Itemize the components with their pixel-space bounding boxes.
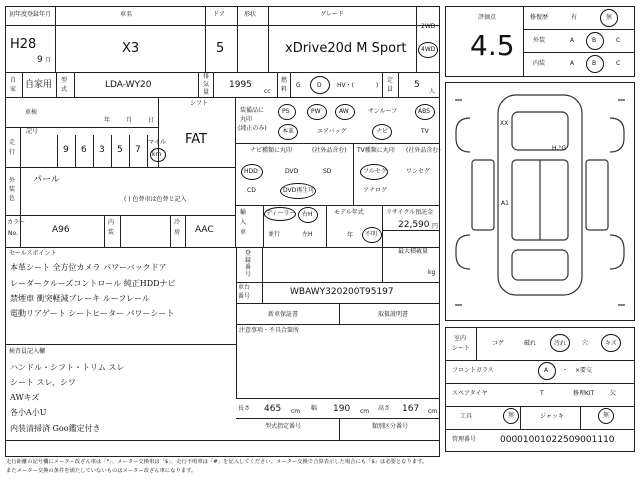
width-label: 幅	[311, 405, 318, 412]
interior-c: C	[616, 60, 621, 67]
import-parallel: 並行	[268, 231, 281, 238]
disp-label-2: 気	[203, 81, 210, 88]
sales-points-label: セールスポイント	[9, 250, 57, 257]
front-glass-x: ×要交	[575, 367, 593, 374]
interior-a: A	[570, 60, 575, 67]
unit-mile: マイル	[148, 139, 166, 146]
inspector-line-1: ハンドル・シフト・トリム スレ	[10, 363, 125, 372]
usage-value: 自家用	[25, 80, 53, 90]
interior-label: 内装	[533, 60, 546, 67]
inspector-label: 検査員記入欄	[9, 348, 46, 355]
grade-value: xDrive20d M Sport	[285, 41, 407, 56]
model-year-unknown: 不明	[365, 231, 378, 238]
jack-none: 無	[603, 412, 610, 419]
length-value: 465	[264, 404, 282, 414]
exterior-label: 外装	[533, 37, 546, 44]
interior-b: B	[592, 60, 597, 67]
sales-point-4: 電動リアゲート シートヒーター パワーシート	[10, 309, 175, 318]
reg-label-4: 号	[245, 271, 252, 278]
inspection-label: 車検	[25, 109, 38, 116]
seat-yabure: 破れ	[524, 340, 537, 347]
inspector-line-2: シート スレ、シワ	[10, 378, 76, 387]
model-year-unit: 年	[347, 232, 354, 239]
equip-label-2: 丸印	[240, 116, 253, 123]
import-label-2: 入	[240, 219, 247, 226]
equip-abs: ABS	[418, 108, 430, 115]
management-value: 00001001022509001110	[500, 435, 615, 445]
height-value: 167	[402, 404, 420, 414]
navi-dvd: DVD	[285, 168, 299, 175]
eval-score: 4.5	[470, 29, 515, 62]
fuel-d: D	[317, 82, 322, 89]
type-label-1: 型	[61, 77, 68, 84]
notes-label: 注意事項・不具合箇所	[239, 327, 300, 334]
era-year: H28	[10, 37, 37, 52]
capacity-label-1: 定	[387, 77, 394, 84]
door-count: 5	[216, 41, 225, 56]
repair-yes: 有	[571, 14, 578, 21]
grade-label: グレード	[320, 11, 345, 18]
front-glass-a: A	[544, 367, 549, 374]
mileage-digit-1: 9	[63, 145, 69, 155]
equip-pw: PW	[311, 108, 321, 115]
color-label-3: 色	[9, 195, 16, 202]
usage-label-1: 自	[10, 77, 17, 84]
inspection-year: 年	[104, 117, 111, 124]
equip-sunroof: サンルーフ	[368, 108, 398, 115]
reg-label-3: 番	[245, 264, 252, 271]
mileage-digit-3: 3	[99, 145, 105, 155]
disp-label-1: 排	[203, 73, 210, 80]
seat-koge: コゲ	[492, 340, 505, 347]
model-name: X3	[122, 41, 140, 56]
reg-month-unit: 月	[45, 57, 52, 64]
manual: 取扱説明書	[378, 311, 409, 318]
first-reg-label: 初年度登録年月	[9, 11, 52, 18]
equip-tv: TV	[421, 128, 429, 135]
tv-type-sub: (社外品含む)	[406, 147, 441, 154]
color-value: パール	[33, 175, 60, 185]
equip-airbag: エアバッグ	[317, 128, 347, 135]
new-car-warranty: 新車保証書	[268, 311, 299, 318]
management-label: 管理番号	[452, 436, 477, 443]
model-year-label: モデル年式	[334, 209, 364, 216]
interior-color-label-1: 内	[108, 219, 115, 226]
capacity-value: 5	[414, 80, 420, 90]
interior-color-label-2: 装	[108, 229, 115, 236]
reg-label-1: 登	[245, 250, 252, 257]
recycle-value: 22,590	[398, 220, 430, 230]
front-glass-dot: ・	[562, 367, 569, 374]
mileage-label-2: 行	[9, 149, 16, 156]
diagram-a1: A1	[501, 200, 509, 207]
tv-oneseg: ワンセグ	[406, 168, 431, 175]
recycle-label: リサイクル預託金	[386, 209, 434, 216]
reg-month: 9	[37, 55, 43, 65]
score-label: 評価点	[478, 14, 497, 21]
type-number-label: 型式指定番号	[265, 423, 302, 430]
type-label-2: 式	[61, 86, 68, 93]
inspector-line-3: AWキズ	[10, 393, 40, 402]
spare-tire-t: T	[540, 390, 544, 397]
shift-value: FAT	[185, 132, 208, 147]
mileage-digit-label: 記号	[26, 128, 39, 135]
diagram-hg: H,°G	[552, 145, 567, 152]
navi-sd: SD	[323, 168, 332, 175]
fuel-label-1: 燃	[281, 77, 288, 84]
equip-ps: PS	[282, 108, 290, 115]
equip-label-3: (純正のみ)	[238, 125, 267, 132]
mileage-label-1: 走	[9, 139, 16, 146]
width-value: 190	[333, 404, 351, 414]
height-label: 高さ	[378, 405, 391, 412]
footer-line-2: またメーター交換の条件を満たしていないものはメーター改ざん車になります。	[6, 468, 197, 474]
inspector-line-4: 各小A小U	[10, 408, 47, 417]
spare-tire-kit: 修理KIT	[573, 390, 595, 397]
spare-tire-none: 欠	[610, 390, 617, 397]
equip-navi: ナビ	[376, 128, 389, 135]
repair-no: 無	[606, 14, 613, 21]
chassis-label-1: 車台	[238, 284, 251, 291]
shape-label: 形状	[244, 11, 257, 18]
import-handle-left: 左H	[302, 231, 313, 238]
displacement-unit: cc	[264, 88, 271, 95]
inspection-day: 日	[148, 117, 155, 124]
unit-km: km	[152, 151, 162, 158]
import-dealer: ディーラー	[266, 210, 296, 217]
mileage-digit-2: 6	[81, 145, 87, 155]
color-label-2: 装	[9, 186, 16, 193]
usage-label-2: 家	[10, 86, 17, 93]
navi-type-sub: (社外品含む)	[312, 147, 347, 154]
recycle-unit: 円	[432, 223, 439, 230]
color-note: ( ) 色替車は色替と記入	[124, 196, 187, 203]
chassis-label-2: 番号	[238, 293, 251, 300]
chassis-value: WBAWY320200T95197	[290, 287, 394, 297]
drive-4wd: 4WD	[421, 46, 436, 53]
color-code-label-2: No.	[8, 230, 18, 237]
interior-seat-label-2: シート	[452, 345, 471, 352]
coldwater-label-2: 房	[174, 229, 181, 236]
type-value: LDA-WY20	[105, 80, 152, 90]
fuel-hv: HV・(	[337, 82, 354, 89]
max-load-unit: kg	[428, 269, 436, 276]
interior-seat-label-1: 室内	[454, 335, 467, 342]
exterior-c: C	[616, 37, 621, 44]
tv-fullseg: フルセグ	[363, 168, 387, 175]
max-load-label: 最大積載量	[398, 248, 429, 255]
import-label-1: 輸	[240, 209, 247, 216]
seat-kizu: キズ	[605, 340, 617, 347]
repair-label: 修復歴	[530, 14, 549, 21]
disp-label-3: 量	[203, 89, 210, 96]
sales-point-1: 本革シート 全方位カメラ パワーバックドア	[10, 263, 167, 272]
mileage-digit-4: 5	[117, 145, 123, 155]
inspector-line-5: 内装清掃済 Goo鑑定付き	[10, 424, 101, 433]
car-diagram	[455, 95, 625, 305]
diagram-xx: XX	[500, 120, 509, 127]
capacity-label-2: 員	[387, 86, 394, 93]
equip-aw: AW	[339, 108, 349, 115]
seat-yogore: 汚れ	[554, 340, 567, 347]
drive-2wd: 2WD	[421, 23, 436, 30]
sales-point-3: 禁煙車 衝突軽減ブレーキ ルーフレール	[10, 294, 150, 303]
exterior-a: A	[570, 37, 575, 44]
spare-tire-label: スペアタイヤ	[452, 390, 488, 397]
inspection-month: 月	[126, 117, 133, 124]
shift-label: シフト	[190, 100, 209, 107]
length-unit: cm	[291, 408, 301, 415]
navi-hdd: HDD	[244, 168, 258, 175]
footer-line-1: 走行距離の記号欄にメーター改ざん車は「*」、メーター交換車は「$」、走行不明車は「#」を記入してください。メーター交換で合算表示した場合にも「$」は必要となります。	[6, 459, 428, 465]
coldwater-label-1: 冷	[174, 219, 181, 226]
color-label-1: 外	[9, 177, 16, 184]
displacement-value: 1995	[229, 80, 252, 90]
tools-none: 無	[508, 412, 515, 419]
capacity-unit: 人	[429, 88, 436, 95]
navi-cd: CD	[247, 187, 256, 194]
interior-color-value: AAC	[195, 225, 214, 235]
navi-dvd-play: DVD再生可	[283, 187, 315, 194]
width-unit: cm	[360, 408, 370, 415]
exterior-b: B	[592, 37, 597, 44]
import-handle-right: 右H	[302, 211, 313, 218]
navi-type-label: ナビ種類に丸印	[250, 147, 293, 154]
tv-analog: アナログ	[363, 187, 388, 194]
car-name-label: 車名	[120, 11, 133, 18]
seat-ana: 穴	[582, 340, 589, 347]
equip-leather: 本革	[282, 128, 295, 135]
fuel-g: G	[296, 82, 301, 89]
doors-label: ドア	[213, 11, 225, 18]
reg-label-2: 録	[245, 257, 252, 264]
sales-point-2: レーダークルーズコントロール 純正HDDナビ	[10, 279, 176, 288]
length-label: 長さ	[238, 405, 251, 412]
fuel-close: )	[376, 82, 379, 89]
color-code-label-1: カラー	[7, 219, 26, 226]
front-glass-label: フロントガラス	[452, 367, 494, 374]
equip-label-1: 装備品に	[240, 107, 265, 114]
mileage-digit-5: 7	[135, 145, 141, 155]
tv-type-label: TV種類に丸印	[357, 147, 395, 154]
fuel-label-2: 料	[281, 86, 288, 93]
jack-label: ジャッキ	[540, 413, 564, 420]
import-label-3: 車	[240, 229, 247, 236]
class-number-label: 類別区分番号	[372, 423, 409, 430]
tools-label: 工具	[460, 413, 473, 420]
color-code-value: A96	[52, 225, 70, 235]
height-unit: cm	[428, 408, 438, 415]
